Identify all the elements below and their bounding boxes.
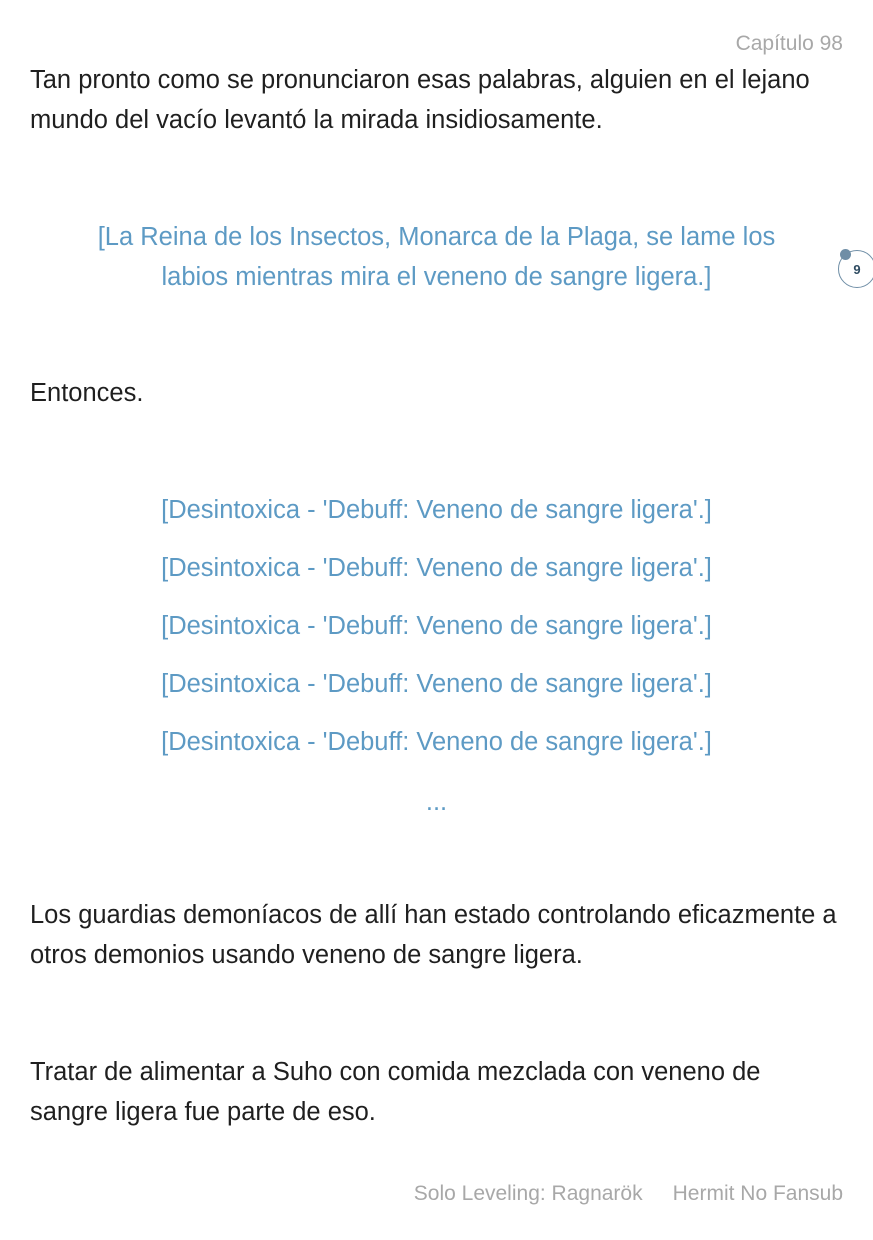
paragraph-guards: Los guardias demoníacos de allí han estado controlando eficazmente a otros demonios usando veneno de sangre ligera. [30,901,837,969]
footer-novel-title: Solo Leveling: Ragnarök [413,1182,643,1205]
system-message-detox: [Desintoxica - 'Debuff: Veneno de sangre ligera'.] [161,496,712,524]
page-number-badge[interactable]: 9 [838,250,873,288]
system-message-detox: [Desintoxica - 'Debuff: Veneno de sangre ligera'.] [161,728,712,756]
footer-credits [414,1182,843,1206]
chapter-title: Capítulo 98 [735,32,843,55]
system-message-detox: [Desintoxica - 'Debuff: Veneno de sangre ligera'.] [161,612,712,640]
footer-translator-credit: Hermit No Fansub [672,1182,843,1205]
system-message-queen-line-1: [La Reina de los Insectos, Monarca de la Plaga, se lame los [97,223,776,251]
paragraph-intro: Tan pronto como se pronunciaron esas palabras, alguien en el lejano mundo del vacío levantó la mirada insidiosamente. [30,66,810,134]
paragraph-suho: Tratar de alimentar a Suho con comida mezclada con veneno de sangre ligera fue parte de eso. [30,1058,761,1126]
system-message-detox: [Desintoxica - 'Debuff: Veneno de sangre ligera'.] [161,670,712,698]
system-message-detox: [Desintoxica - 'Debuff: Veneno de sangre ligera'.] [161,554,712,582]
paragraph-entonces: Entonces. [30,379,144,407]
system-message-ellipsis: ... [425,788,448,816]
system-message-queen-line-2: labios mientras mira el veneno de sangre ligera.] [161,263,712,291]
